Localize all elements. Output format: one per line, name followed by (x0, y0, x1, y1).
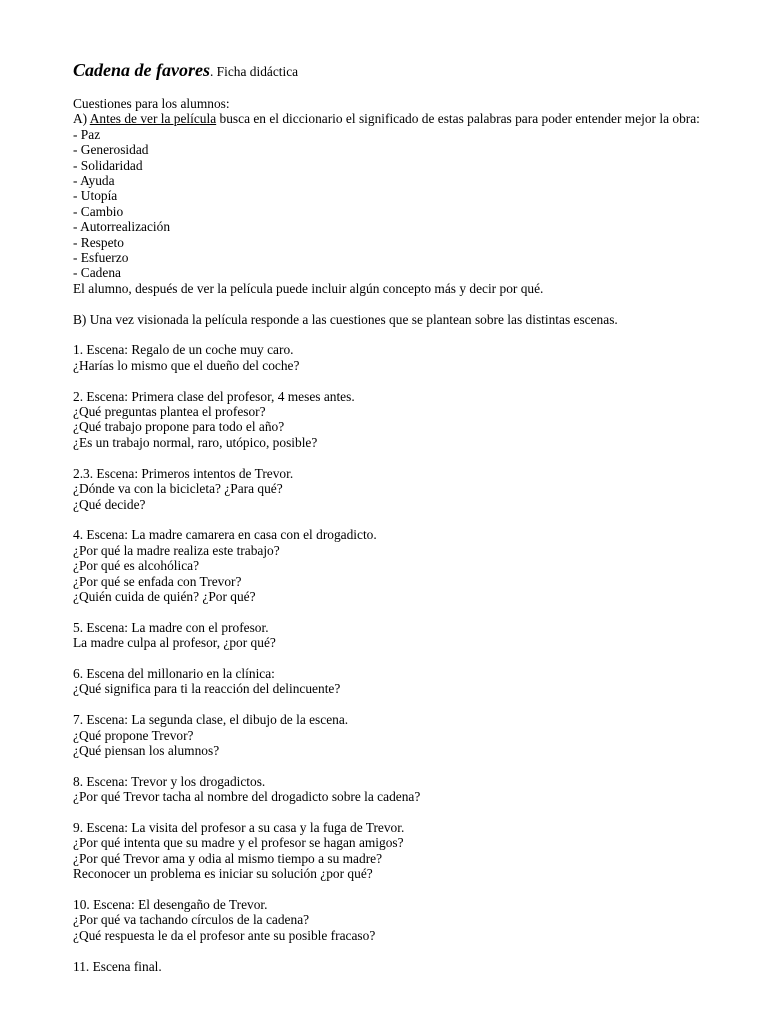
scene-question: ¿Por qué va tachando círculos de la cadena? (73, 912, 310, 928)
title-subtitle: . Ficha didáctica (209, 64, 299, 79)
scene-block (73, 527, 723, 604)
section-b-intro: B) Una vez visionada la película responde a las cuestiones que se plantean sobre las distintas escenas. (73, 311, 618, 327)
scene-question: ¿Qué respuesta le da el profesor ante su posible fracaso? (73, 927, 376, 943)
scene-title: 9. Escena: La visita del profesor a su casa y la fuga de Trevor. (73, 819, 405, 835)
vocabulary-item: - Generosidad (73, 142, 149, 158)
scene-question: ¿Dónde va con la bicicleta? ¿Para qué? (73, 481, 283, 497)
document-page (73, 60, 723, 974)
scene-question: ¿Por qué Trevor tacha al nombre del drogadicto sobre la cadena? (73, 789, 421, 805)
vocabulary-item: - Solidaridad (73, 157, 143, 173)
section-a-instruction (73, 111, 723, 126)
scene-question: ¿Es un trabajo normal, raro, utópico, posible? (73, 434, 318, 450)
scene-question: ¿Por qué es alcohólica? (73, 558, 200, 574)
vocabulary-item: - Esfuerzo (73, 250, 129, 266)
scene-list (73, 342, 723, 974)
section-b (73, 312, 723, 327)
section-a-rest: busca en el diccionario el significado de estas palabras para poder entender mejor la obra: (216, 111, 700, 127)
vocabulary-item: - Respeto (73, 234, 124, 250)
section-a-underlined: Antes de ver la película (89, 111, 217, 127)
scene-title: 2.3. Escena: Primeros intentos de Trevor. (73, 465, 294, 481)
vocabulary-item: - Utopía (73, 188, 118, 204)
scene-title: 1. Escena: Regalo de un coche muy caro. (73, 342, 294, 358)
scene-title: 2. Escena: Primera clase del profesor, 4 meses antes. (73, 388, 355, 404)
scene-question: ¿Qué significa para ti la reacción del delincuente? (73, 681, 341, 697)
scene-question: La madre culpa al profesor, ¿por qué? (73, 635, 276, 651)
scene-question: ¿Por qué se enfada con Trevor? (73, 573, 242, 589)
questions-heading: Cuestiones para los alumnos: (73, 96, 230, 111)
scene-question: ¿Qué piensan los alumnos? (73, 742, 220, 758)
vocabulary-item: - Cambio (73, 203, 124, 219)
vocabulary-item: - Autorrealización (73, 219, 171, 235)
scene-question: ¿Por qué la madre realiza este trabajo? (73, 542, 280, 558)
scene-block (73, 666, 723, 697)
vocabulary-list (73, 127, 723, 281)
scene-question: ¿Qué propone Trevor? (73, 727, 194, 743)
scene-question: ¿Qué trabajo propone para todo el año? (73, 419, 285, 435)
scene-title: 6. Escena del millonario en la clínica: (73, 665, 275, 681)
scene-block (73, 389, 723, 451)
scene-title: 8. Escena: Trevor y los drogadictos. (73, 773, 266, 789)
scene-question: ¿Quién cuida de quién? ¿Por qué? (73, 588, 256, 604)
scene-title: 7. Escena: La segunda clase, el dibujo de la escena. (73, 712, 349, 728)
scene-title: 11. Escena final. (73, 958, 162, 974)
scene-question: ¿Por qué intenta que su madre y el profesor se hagan amigos? (73, 835, 404, 851)
document-title (73, 60, 723, 82)
scene-block (73, 959, 723, 974)
scene-block (73, 342, 723, 373)
vocabulary-item: - Ayuda (73, 173, 115, 189)
scene-block (73, 620, 723, 651)
scene-title: 4. Escena: La madre camarera en casa con el drogadicto. (73, 527, 377, 543)
section-a-closing: El alumno, después de ver la película puede incluir algún concepto más y decir por qué. (73, 280, 544, 296)
scene-question: ¿Harías lo mismo que el dueño del coche? (73, 357, 300, 373)
scene-question: ¿Qué preguntas plantea el profesor? (73, 404, 266, 420)
film-title: Cadena de favores (73, 60, 210, 80)
vocabulary-item: - Paz (73, 126, 101, 142)
vocabulary-item: - Cadena (73, 265, 121, 281)
scene-question: ¿Qué decide? (73, 496, 146, 512)
scene-block (73, 820, 723, 882)
scene-block (73, 897, 723, 943)
scene-block (73, 712, 723, 758)
scene-title: 5. Escena: La madre con el profesor. (73, 619, 269, 635)
section-a (73, 96, 723, 296)
section-a-prefix: A) (73, 111, 90, 127)
scene-block (73, 466, 723, 512)
scene-title: 10. Escena: El desengaño de Trevor. (73, 896, 268, 912)
scene-question: Reconocer un problema es iniciar su solución ¿por qué? (73, 866, 373, 882)
scene-block (73, 774, 723, 805)
scene-question: ¿Por qué Trevor ama y odia al mismo tiempo a su madre? (73, 850, 383, 866)
